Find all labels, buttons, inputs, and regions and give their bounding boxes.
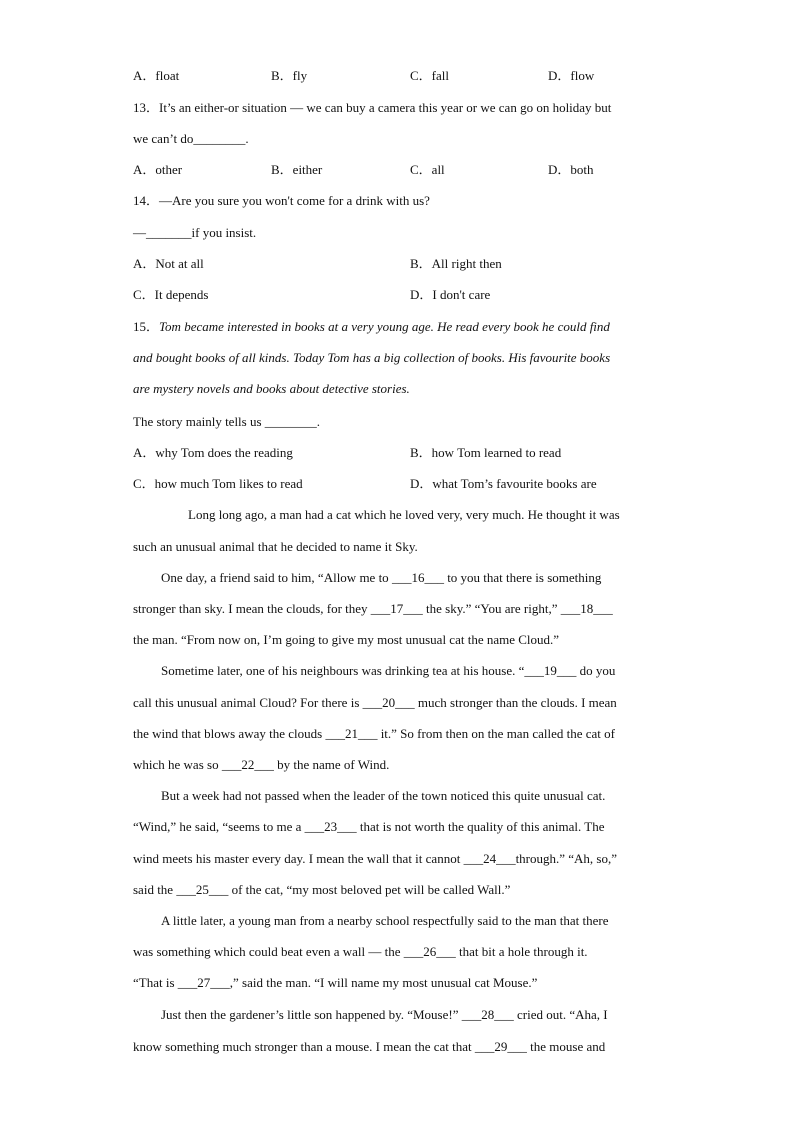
cloze-text: wind meets his master every day. I mean the wall that it cannot [133, 851, 464, 866]
cloze-text: said the [133, 882, 177, 897]
cloze-line-6 [161, 663, 615, 679]
cloze-text: call this unusual animal Cloud? For there is [133, 695, 363, 710]
cloze-blank-29: ___29___ [474, 1039, 527, 1054]
cloze-line-12 [133, 851, 617, 867]
q14-blank: _______ [146, 225, 192, 240]
cloze-blank-19: ___19___ [524, 663, 577, 678]
cloze-blank-22: ___22___ [221, 757, 274, 772]
q15-passage-line1 [133, 319, 610, 335]
q13-stem-end: . [245, 131, 249, 146]
cloze-line-11 [133, 819, 604, 835]
q15-option-d: D．what Tom’s favourite books are [410, 476, 597, 491]
q15-passage-line2: and bought books of all kinds. Today Tom has a big collection of books. His favourite books [133, 350, 611, 365]
cloze-text: One day, a friend said to him, “Allow me to [161, 570, 392, 585]
q13-option-c: C．all [410, 162, 445, 177]
q15-option-c: C．how much Tom likes to read [133, 476, 303, 491]
cloze-text: Sometime later, one of his neighbours was drinking tea at his house. “ [161, 663, 525, 678]
cloze-text: was something which could beat even a wall — the [133, 944, 404, 959]
cloze-blank-28: ___28___ [461, 1007, 514, 1022]
cloze-blank-21: ___21___ [325, 726, 378, 741]
cloze-line-15 [133, 944, 588, 960]
cloze-line-8 [133, 726, 615, 742]
cloze-text: that is not worth the quality of this animal. The [356, 819, 605, 834]
cloze-text: much stronger than the clouds. I mean [414, 695, 617, 710]
cloze-text: stronger than sky. I mean the clouds, for they [133, 601, 371, 616]
q15-question: The story mainly tells us ________. [133, 414, 321, 429]
q14-option-d: D．I don't care [410, 287, 491, 302]
q12-option-a: A．float [133, 68, 180, 83]
cloze-blank-17: ___17___ [370, 601, 423, 616]
q13-option-b: B．either [271, 162, 323, 177]
cloze-text: to you that there is something [443, 570, 602, 585]
q12-option-b: B．fly [271, 68, 308, 83]
cloze-text: which he was so [133, 757, 222, 772]
cloze-line-13 [133, 882, 510, 898]
cloze-blank-18: ___18___ [560, 601, 613, 616]
cloze-blank-25: ___25___ [176, 882, 229, 897]
cloze-line-10: But a week had not passed when the leader of the town noticed this quite unusual cat. [161, 788, 606, 803]
cloze-line-17 [161, 1007, 608, 1023]
cloze-blank-24: ___24___ [463, 851, 516, 866]
cloze-text: that bit a hole through it. [455, 944, 588, 959]
q15-passage-text1: Tom became interested in books at a very young age. He read every book he could find [159, 319, 610, 334]
cloze-line-1: Long long ago, a man had a cat which he loved very, very much. He thought it was [188, 507, 620, 522]
q13-blank: ________ [193, 131, 246, 146]
q13-option-d: D．both [548, 162, 594, 177]
q14-option-b: B．All right then [410, 256, 502, 271]
q14-stem-line2 [133, 225, 256, 241]
q14-stem-end: if you insist. [191, 225, 257, 240]
cloze-text: ,” said the man. “I will name my most unusual cat Mouse.” [229, 975, 538, 990]
cloze-blank-16: ___16___ [391, 570, 444, 585]
cloze-text: “Wind,” he said, “seems to me a [133, 819, 305, 834]
q15-passage-line3: are mystery novels and books about detective stories. [133, 381, 410, 396]
cloze-line-3 [161, 570, 601, 586]
cloze-text: through.” “Ah, so,” [515, 851, 618, 866]
q13-stem-line2 [133, 131, 249, 147]
q14-option-a: A．Not at all [133, 256, 204, 271]
cloze-text: do you [576, 663, 616, 678]
cloze-blank-26: ___26___ [403, 944, 456, 959]
cloze-text: by the name of Wind. [273, 757, 390, 772]
cloze-line-18 [133, 1039, 605, 1055]
q15-option-a: A．why Tom does the reading [133, 445, 293, 460]
cloze-text: of the cat, “my most beloved pet will be called Wall.” [228, 882, 511, 897]
cloze-text: the sky.” “You are right,” [422, 601, 561, 616]
cloze-text: “That is [133, 975, 178, 990]
cloze-blank-27: ___27___ [177, 975, 230, 990]
cloze-line-16 [133, 975, 537, 991]
q14-dash: — [133, 225, 146, 240]
q12-option-c: C．fall [410, 68, 449, 83]
cloze-line-9 [133, 757, 389, 773]
cloze-blank-23: ___23___ [304, 819, 357, 834]
cloze-text: cried out. “Aha, I [513, 1007, 608, 1022]
q13-option-a: A．other [133, 162, 183, 177]
cloze-text: Just then the gardener’s little son happened by. “Mouse!” [161, 1007, 462, 1022]
cloze-text: it.” So from then on the man called the cat of [377, 726, 615, 741]
cloze-text: the wind that blows away the clouds [133, 726, 326, 741]
cloze-blank-20: ___20___ [362, 695, 415, 710]
q12-option-d: D．flow [548, 68, 595, 83]
cloze-line-14: A little later, a young man from a nearby school respectfully said to the man that there [161, 913, 609, 928]
cloze-text: the mouse and [526, 1039, 606, 1054]
cloze-line-4 [133, 601, 613, 617]
q15-option-b: B．how Tom learned to read [410, 445, 562, 460]
cloze-line-2: such an unusual animal that he decided to name it Sky. [133, 539, 418, 554]
q14-option-c: C．It depends [133, 287, 209, 302]
cloze-text: know something much stronger than a mouse. I mean the cat that [133, 1039, 475, 1054]
q13-stem-line1: 13．It’s an either-or situation — we can buy a camera this year or we can go on holiday but [133, 100, 612, 115]
q15-number: 15． [133, 319, 160, 334]
cloze-line-7 [133, 695, 617, 711]
q14-stem-line1: 14．—Are you sure you won't come for a drink with us? [133, 193, 430, 208]
q13-stem-text: we can’t do [133, 131, 194, 146]
cloze-line-5: the man. “From now on, I’m going to give my most unusual cat the name Cloud.” [133, 632, 560, 647]
